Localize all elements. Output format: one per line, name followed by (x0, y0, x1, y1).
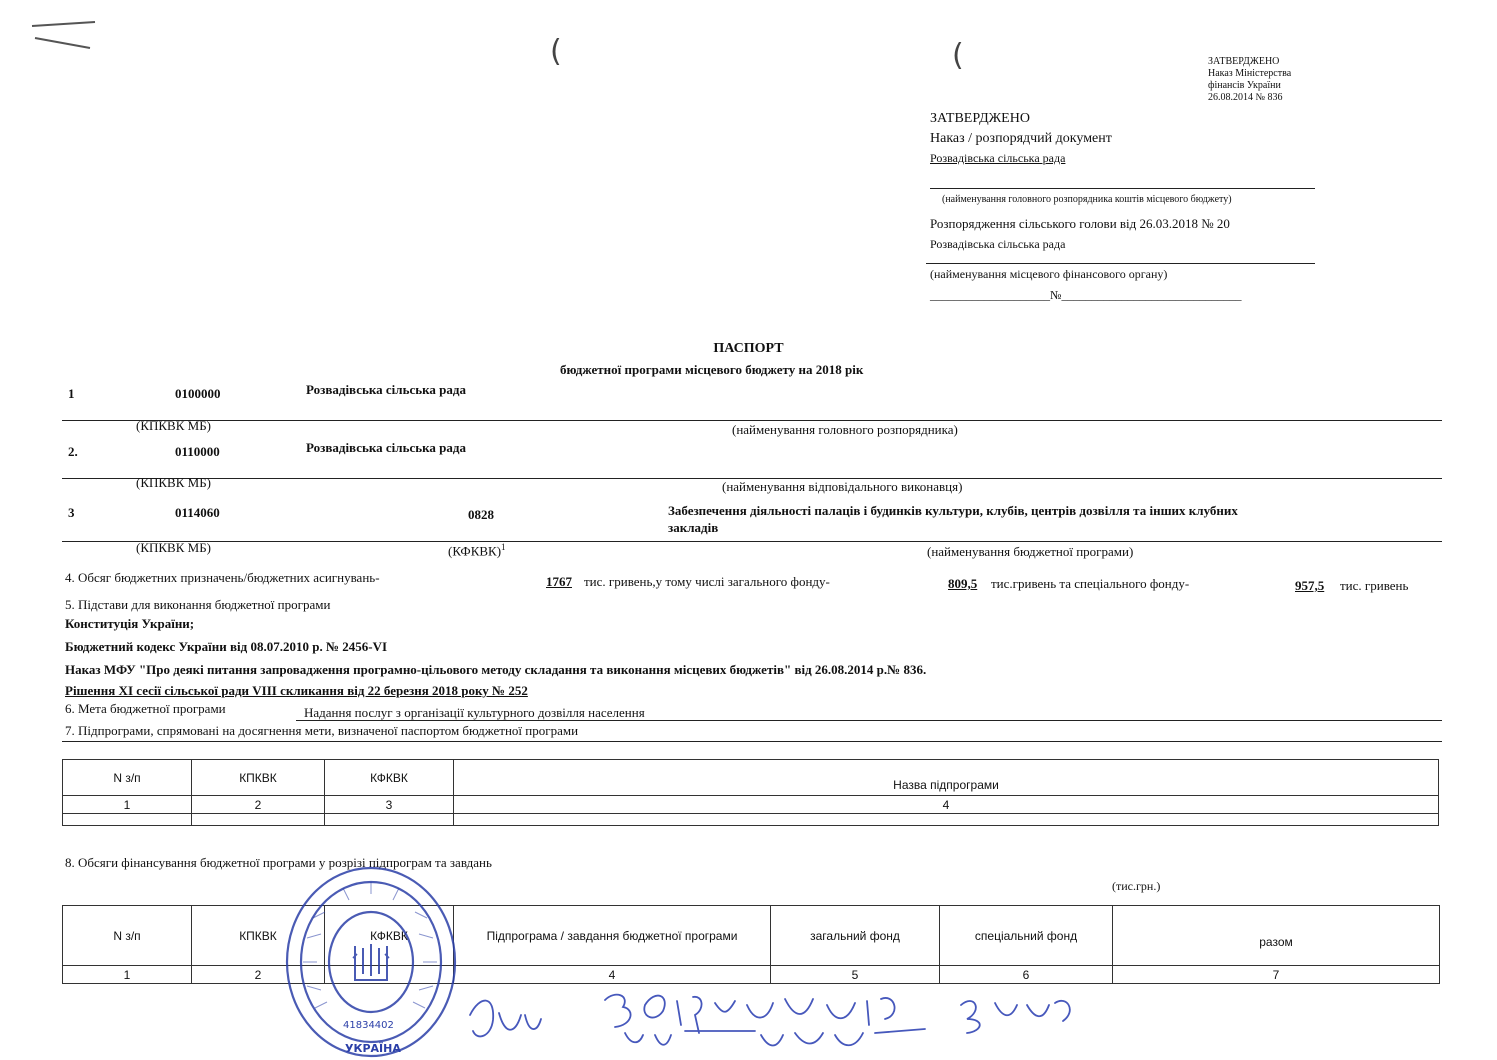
empty-cell (325, 814, 454, 826)
scan-artifact-marks (30, 20, 100, 50)
top-approval (1208, 56, 1291, 104)
approval-caption-2: (найменування місцевого фінансового органу) (930, 267, 1168, 281)
item6-value: Надання послуг з організації культурного дозвілля населення (304, 705, 645, 720)
passport-subtitle: бюджетної програми місцевого бюджету на 2018 рік (560, 362, 864, 377)
row3-kfkvk-caption-text: (КФКВК) (448, 543, 502, 559)
row3-code-caption: (КПКВК МБ) (136, 540, 212, 555)
header-subprogram-name: Назва підпрограми (454, 760, 1439, 796)
punch-mark-left: ( (550, 34, 562, 69)
fin-num-7: 7 (1113, 966, 1440, 984)
top-approval-title: ЗАТВЕРДЖЕНО (1208, 56, 1280, 67)
fin-header-special: спеціальний фонд (940, 906, 1113, 966)
stamp-country: УКРАЇНА (345, 1042, 401, 1055)
row1-name: Розвадівська сільська рада (306, 382, 466, 397)
item7-label: 7. Підпрограми, спрямовані на досягнення мети, визначеної паспортом бюджетної програми (65, 723, 579, 738)
item8-unit: (тис.грн.) (1112, 879, 1161, 893)
item5-label: 5. Підстави для виконання бюджетної програми (65, 597, 331, 612)
financing-table (62, 905, 1440, 984)
row1-name-caption: (найменування головного розпорядника) (732, 422, 958, 437)
empty-cell (192, 814, 325, 826)
item5-line-4: Рішення ХІ сесії сільської ради VІІІ скликання від 22 березня 2018 року № 252 (65, 683, 528, 698)
approval-number-line: ____________________№______________________________ (930, 288, 1242, 302)
row2-code: 0110000 (175, 444, 220, 459)
row3-kfkvk: 0828 (468, 507, 494, 522)
row1-num: 1 (68, 386, 75, 401)
financing-header-row (63, 906, 1440, 966)
num-2: 2 (192, 796, 325, 814)
item5-line-1: Конституція України; (65, 616, 195, 631)
approval-caption-1: (найменування головного розпорядника коштів місцевого бюджету) (942, 194, 1232, 205)
approval-line-2 (926, 263, 1315, 264)
fin-num-1: 1 (63, 966, 192, 984)
approval-title: ЗАТВЕРДЖЕНО (930, 111, 1030, 126)
num-1: 1 (63, 796, 192, 814)
row2-code-caption: (КПКВК МБ) (136, 475, 212, 490)
item8-label: 8. Обсяги фінансування бюджетної програми у розрізі підпрограм та завдань (65, 855, 492, 870)
top-approval-line3: 26.08.2014 № 836 (1208, 92, 1283, 103)
item4-label: 4. Обсяг бюджетних призначень/бюджетних асигнувань- (65, 570, 380, 585)
item7-line (62, 741, 1442, 742)
row3-line (62, 541, 1442, 542)
subprogram-table (62, 759, 1439, 826)
row3-num: 3 (68, 505, 75, 520)
fin-num-5: 5 (771, 966, 940, 984)
item4-mid2: тис.гривень та спеціального фонду- (991, 576, 1190, 591)
punch-mark-right: ( (952, 38, 964, 73)
item5-line-3: Наказ МФУ "Про деякі питання запровадження програмно-цільового методу складання та виконання місцевих бюджетів" від 26.08.2014 р.№ 836. (65, 662, 927, 677)
subprogram-num-row (63, 796, 1439, 814)
item4-special: 957,5 (1295, 578, 1325, 593)
fin-header-num: N з/п (63, 906, 192, 966)
item4-end: тис. гривень (1340, 578, 1409, 593)
fin-header-general: загальний фонд (771, 906, 940, 966)
item4-mid: тис. гривень,у тому числі загального фонду- (584, 574, 830, 589)
row3-name-line2: закладів (668, 520, 719, 535)
passport-title: ПАСПОРТ (713, 341, 784, 356)
header-kpkvk: КПКВК (192, 760, 325, 796)
row1-code-caption: (КПКВК МБ) (136, 418, 212, 433)
empty-cell (63, 814, 192, 826)
approval-org: Розвадівська сільська рада (930, 151, 1066, 165)
approval-line-1 (930, 188, 1315, 189)
item4-general: 809,5 (948, 576, 978, 591)
approval-order: Розпорядження сільського голови від 26.03.2018 № 20 (930, 216, 1230, 231)
fin-header-subprogram: Підпрограма / завдання бюджетної програми (454, 906, 771, 966)
top-approval-line1: Наказ Міністерства (1208, 68, 1292, 79)
item5-line-2: Бюджетний кодекс України від 08.07.2010 р. № 2456-VI (65, 639, 388, 654)
row1-code: 0100000 (175, 386, 221, 401)
item6-label: 6. Мета бюджетної програми (65, 701, 226, 716)
row3-name-line1: Забезпечення діяльності палаців і будинків культури, клубів, центрів дозвілля та інших клубних (668, 503, 1238, 518)
item4-total: 1767 (546, 574, 572, 589)
approval-doc: Наказ / розпорядчий документ (930, 131, 1112, 146)
top-approval-line2: фінансів України (1208, 80, 1281, 91)
row3-kfkvk-caption (448, 542, 506, 559)
empty-cell (454, 814, 1439, 826)
subprogram-empty-row (63, 814, 1439, 826)
fin-header-kpkvk: КПКВК (192, 906, 325, 966)
fin-num-6: 6 (940, 966, 1113, 984)
row2-name: Розвадівська сільська рада (306, 440, 466, 455)
item6-line (296, 720, 1442, 721)
header-kfkvk: КФКВК (325, 760, 454, 796)
row1-line (62, 420, 1442, 421)
fin-num-4: 4 (454, 966, 771, 984)
official-stamp (283, 858, 458, 1058)
header-num: N з/п (63, 760, 192, 796)
approval-org-2: Розвадівська сільська рада (930, 237, 1066, 251)
handwritten-certification (455, 975, 1095, 1060)
fin-header-total: разом (1113, 906, 1440, 966)
row2-name-caption: (найменування відповідального виконавця) (722, 479, 963, 494)
fin-header-kfkvk: КФКВК (325, 906, 454, 966)
num-4: 4 (454, 796, 1439, 814)
scan-artifact-icon (30, 20, 100, 50)
num-3: 3 (325, 796, 454, 814)
row2-num: 2. (68, 444, 78, 459)
row3-kfkvk-sup: 1 (501, 542, 506, 552)
row3-code: 0114060 (175, 505, 220, 520)
row3-name-caption: (найменування бюджетної програми) (927, 544, 1134, 559)
stamp-code: 41834402 (343, 1020, 394, 1031)
subprogram-header-row (63, 760, 1439, 796)
fin-num-2: 2 (192, 966, 325, 984)
